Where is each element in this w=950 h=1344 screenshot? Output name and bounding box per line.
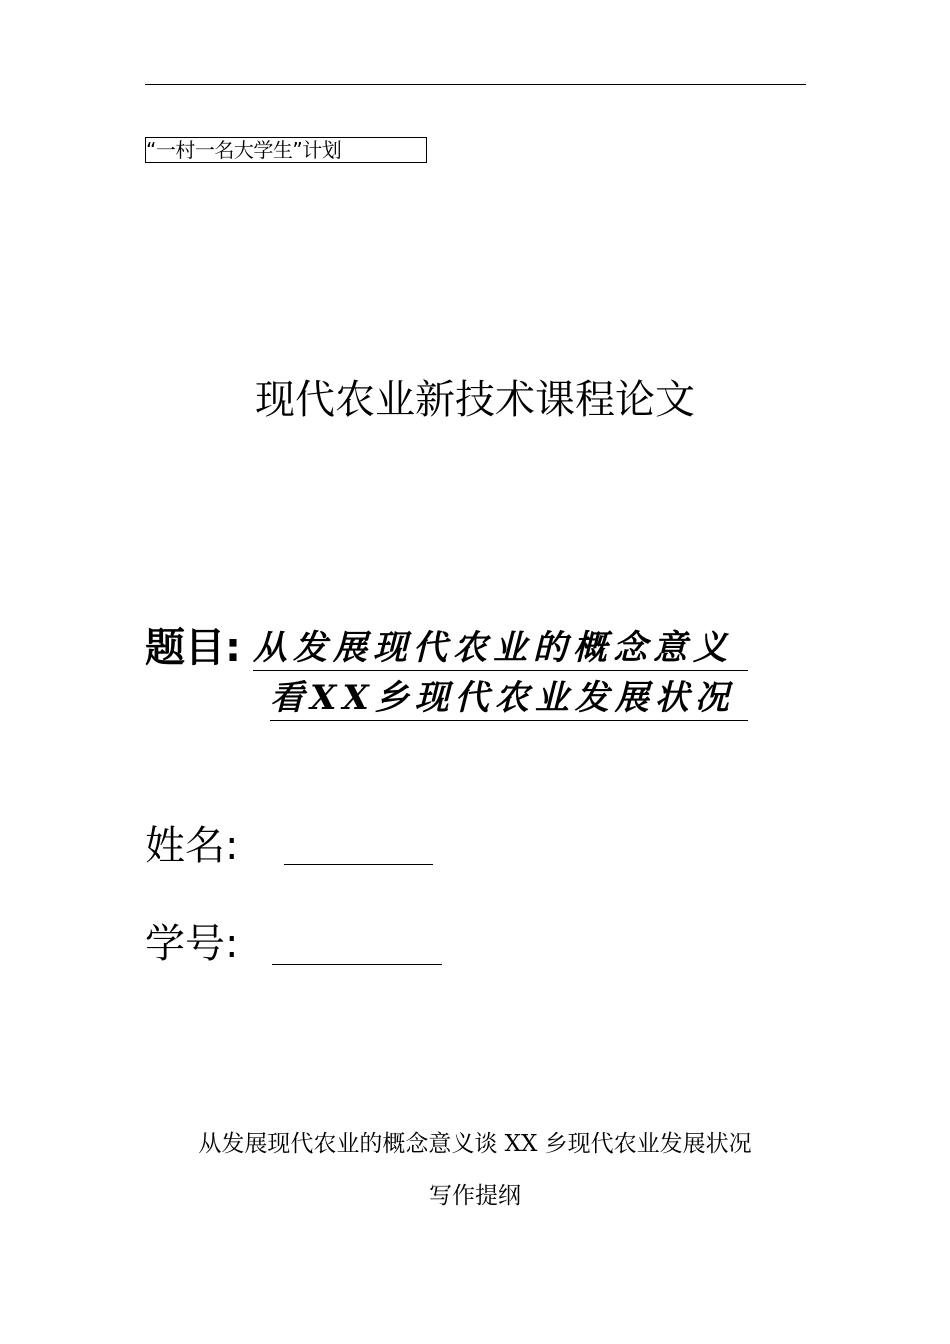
student-id-blank-line [272, 964, 442, 965]
student-id-label: 学号: [145, 921, 239, 967]
course-title: 现代农业新技术课程论文 [255, 377, 695, 423]
topic-label: 题目: [145, 625, 241, 671]
header-rule [145, 84, 806, 85]
topic-title-line-2: 看XX乡现代农业发展状况 [270, 676, 748, 721]
name-label: 姓名: [145, 823, 239, 869]
topic-title-line-1: 从发展现代农业的概念意义 [253, 626, 748, 671]
outline-title-line-1: 从发展现代农业的概念意义谈 XX 乡现代农业发展状况 [198, 1131, 752, 1157]
name-blank-line [284, 864, 433, 865]
outline-title-line-2: 写作提纲 [429, 1183, 521, 1209]
program-label-box: “一村一名大学生”计划 [145, 137, 427, 163]
